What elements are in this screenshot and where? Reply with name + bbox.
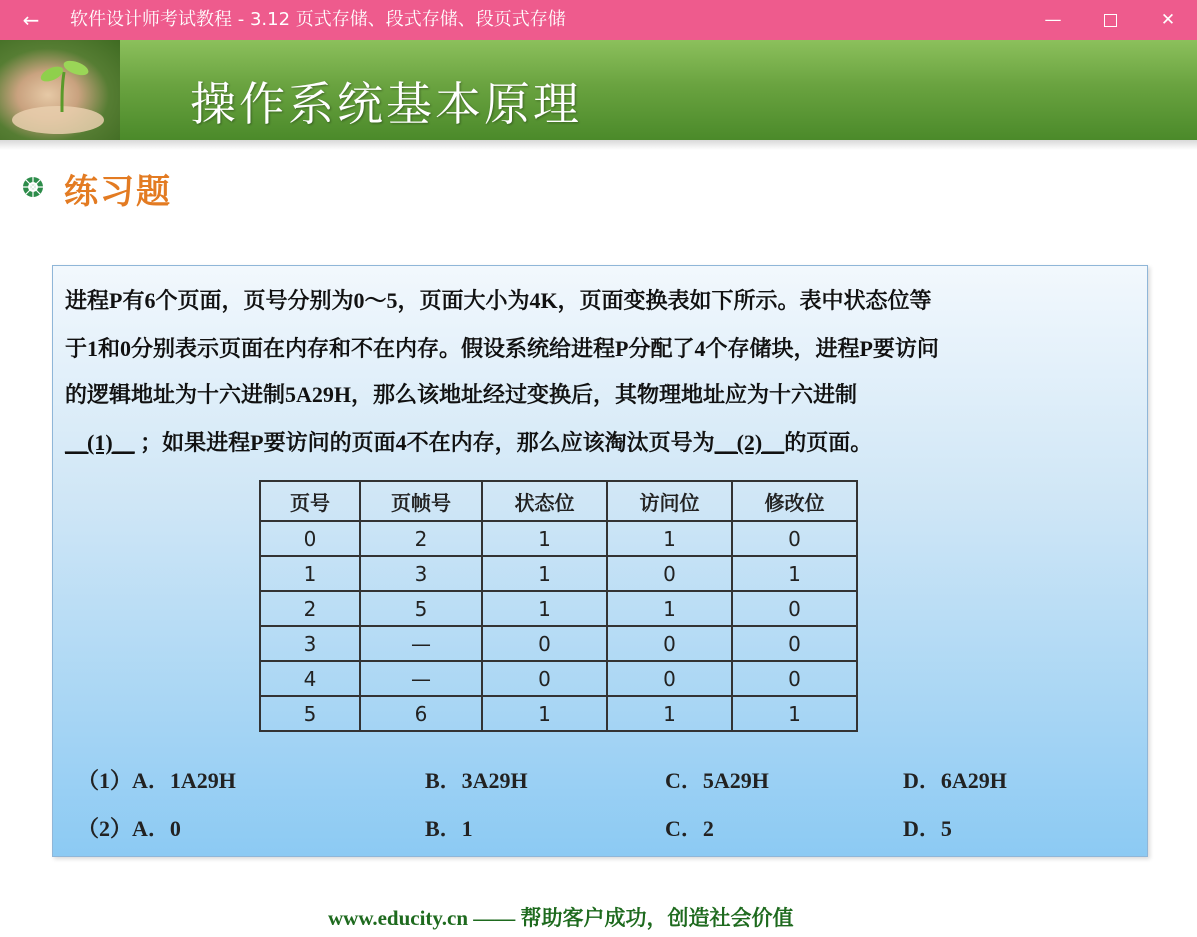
table-cell: — [360, 626, 482, 661]
back-arrow-icon[interactable]: ← [22, 8, 40, 32]
table-cell: 1 [260, 556, 360, 591]
table-cell: 0 [607, 626, 732, 661]
table-cell: 0 [482, 626, 607, 661]
table-cell: 1 [732, 696, 857, 731]
option-2c: C．2 [665, 816, 714, 841]
table-cell: 1 [732, 556, 857, 591]
window-title: 软件设计师考试教程 - 3.12 页式存储、段式存储、段页式存储 [70, 9, 566, 30]
table-cell: 0 [732, 626, 857, 661]
table-cell: 3 [260, 626, 360, 661]
footer-slogan: www.educity.cn —— 帮助客户成功，创造社会价值 [328, 906, 794, 930]
maximize-icon [1104, 14, 1117, 27]
table-header: 页帧号 [360, 481, 482, 521]
blank-1: __(1)__ [65, 430, 135, 455]
table-cell: 0 [482, 661, 607, 696]
table-header: 访问位 [607, 481, 732, 521]
table-cell: — [360, 661, 482, 696]
banner-title: 操作系统基本原理 [190, 77, 582, 131]
title-bar [0, 0, 1197, 40]
page-table [259, 480, 858, 732]
table-cell: 0 [607, 556, 732, 591]
table-cell: 4 [260, 661, 360, 696]
flower-bullet-icon [22, 176, 44, 198]
seedling-icon [0, 40, 120, 140]
table-cell: 0 [732, 661, 857, 696]
table-cell: 2 [360, 521, 482, 556]
table-cell: 1 [482, 591, 607, 626]
table-header: 修改位 [732, 481, 857, 521]
table-cell: 2 [260, 591, 360, 626]
question-line-4-end: 的页面。 [784, 430, 873, 455]
table-header: 页号 [260, 481, 360, 521]
question-line-1: 进程P有6个页面，页号分别为0～5，页面大小为4K，页面变换表如下所示。表中状态位等 [65, 288, 932, 313]
table-cell: 6 [360, 696, 482, 731]
seedling-in-hands-image [0, 40, 120, 140]
table-cell: 0 [607, 661, 732, 696]
section-title: 练习题 [64, 172, 172, 212]
question-line-3: 的逻辑地址为十六进制5A29H，那么该地址经过变换后，其物理地址应为十六进制 [65, 382, 858, 407]
option-1b: B．3A29H [425, 768, 528, 793]
table-cell: 1 [607, 696, 732, 731]
option-2b: B．1 [425, 816, 473, 841]
blank-2: __(2)__ [714, 430, 785, 455]
option-2a: （2）A．0 [77, 816, 181, 841]
table-cell: 5 [360, 591, 482, 626]
table-cell: 5 [260, 696, 360, 731]
table-cell: 1 [607, 591, 732, 626]
question-line-2: 于1和0分别表示页面在内存和不在内存。假设系统给进程P分配了4个存储块，进程P要访问 [65, 336, 939, 361]
minimize-button[interactable]: — [1044, 10, 1062, 30]
table-row [260, 521, 857, 556]
question-line-4-middle: ；如果进程P要访问的页面4不在内存，那么应该淘汰页号为 [134, 430, 715, 455]
option-1c: C．5A29H [665, 768, 769, 793]
option-1d: D．6A29H [903, 768, 1007, 793]
banner-divider [0, 140, 1197, 150]
table-header-row [260, 481, 857, 521]
table-cell: 1 [482, 556, 607, 591]
option-1a: （1）A．1A29H [77, 768, 236, 793]
table-row [260, 661, 857, 696]
maximize-button[interactable] [1087, 0, 1133, 40]
close-button[interactable]: ✕ [1160, 10, 1176, 30]
table-row [260, 591, 857, 626]
question-panel [52, 265, 1148, 857]
table-row [260, 626, 857, 661]
slide-banner [0, 40, 1197, 140]
table-row [260, 696, 857, 731]
table-cell: 0 [732, 521, 857, 556]
table-cell: 3 [360, 556, 482, 591]
table-header: 状态位 [482, 481, 607, 521]
table-cell: 1 [607, 521, 732, 556]
table-cell: 1 [482, 521, 607, 556]
option-2d: D．5 [903, 816, 952, 841]
table-cell: 0 [732, 591, 857, 626]
table-row [260, 556, 857, 591]
table-cell: 1 [482, 696, 607, 731]
video-slide [0, 40, 1197, 937]
table-cell: 0 [260, 521, 360, 556]
question-line-4 [65, 426, 872, 457]
